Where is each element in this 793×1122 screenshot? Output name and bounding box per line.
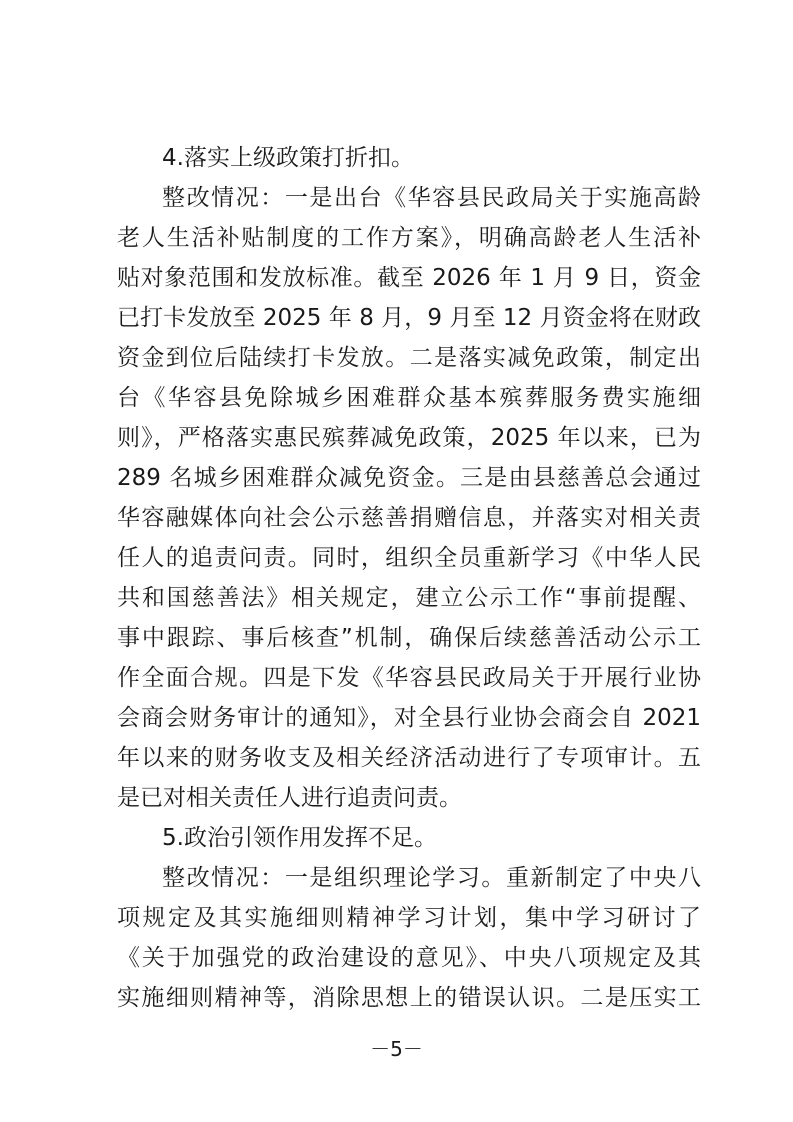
paragraph-line: 会商会财务审计的通知》，对全县行业协会商会自 2021 <box>117 705 701 731</box>
section-heading-5: 5.政治引领作用发挥不足。 <box>162 825 437 851</box>
paragraph-line: 任人的追责问责。同时，组织全员重新学习《中华人民 <box>117 545 701 571</box>
paragraph-line: 作全面合规。四是下发《华容县民政局关于开展行业协 <box>117 665 701 691</box>
paragraph-line: 资金到位后陆续打卡发放。二是落实减免政策，制定出 <box>117 345 701 371</box>
paragraph-line: 事中跟踪、事后核查”机制，确保后续慈善活动公示工 <box>117 625 701 651</box>
paragraph-line: 年以来的财务收支及相关经济活动进行了专项审计。五 <box>117 745 701 771</box>
section-heading-4: 4.落实上级政策打折扣。 <box>162 145 414 171</box>
paragraph-line: 华容融媒体向社会公示慈善捐赠信息，并落实对相关责 <box>117 505 701 531</box>
paragraph-line: 老人生活补贴制度的工作方案》，明确高龄老人生活补 <box>117 225 701 251</box>
paragraph-line: 《关于加强党的政治建设的意见》、中央八项规定及其 <box>117 945 701 971</box>
paragraph-line: 289 名城乡困难群众减免资金。三是由县慈善总会通过 <box>117 465 701 491</box>
paragraph-line: 已打卡发放至 2025 年 8 月，9 月至 12 月资金将在财政 <box>117 305 701 331</box>
paragraph-line: 整改情况：一是出台《华容县民政局关于实施高龄 <box>162 185 701 211</box>
page-number: －5－ <box>370 1037 423 1061</box>
paragraph-line: 贴对象范围和发放标准。截至 2026 年 1 月 9 日，资金 <box>117 265 701 291</box>
paragraph-line: 整改情况：一是组织理论学习。重新制定了中央八 <box>162 865 701 891</box>
paragraph-line: 是已对相关责任人进行追责问责。 <box>117 785 462 811</box>
paragraph-line: 项规定及其实施细则精神学习计划，集中学习研讨了 <box>117 905 701 931</box>
paragraph-line: 实施细则精神等，消除思想上的错误认识。二是压实工 <box>117 985 701 1011</box>
paragraph-line: 台《华容县免除城乡困难群众基本殡葬服务费实施细 <box>117 385 701 411</box>
paragraph-line: 则》，严格落实惠民殡葬减免政策，2025 年以来，已为 <box>117 425 701 451</box>
paragraph-line: 共和国慈善法》相关规定，建立公示工作“事前提醒、 <box>117 585 701 611</box>
